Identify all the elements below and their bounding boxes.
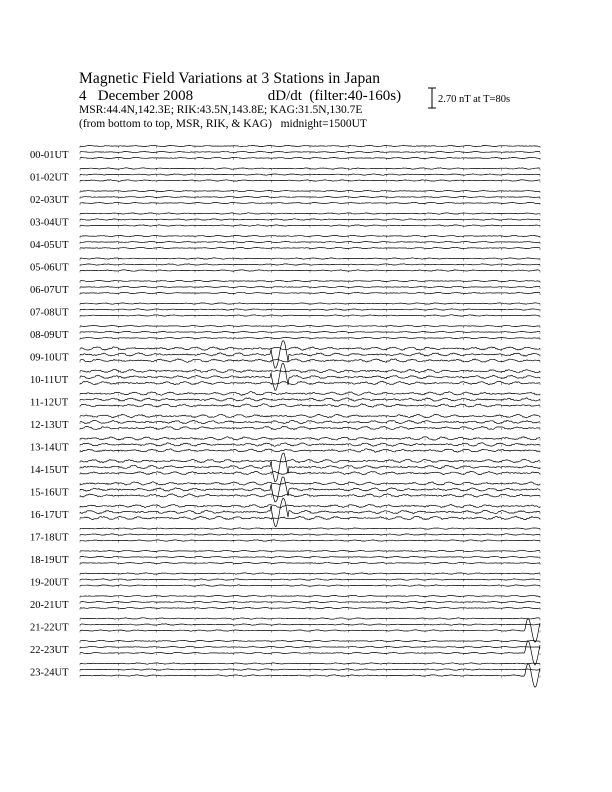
row-label: 11-12UT	[30, 397, 69, 409]
trace-MSR	[80, 381, 540, 385]
row-label: 16-17UT	[30, 510, 69, 521]
filter-label: (filter:40-160s)	[309, 88, 402, 104]
row-01-02UT	[30, 168, 540, 184]
row-label: 23-24UT	[30, 667, 69, 679]
midnight-label: midnight=1500UT	[280, 118, 367, 130]
trace-MSR	[80, 337, 540, 338]
row-label: 06-07UT	[30, 285, 69, 296]
row-19-20UT	[30, 573, 540, 589]
trace-KAG	[80, 528, 540, 529]
trace-RIK	[80, 309, 540, 310]
row-label: 08-09UT	[30, 330, 69, 341]
trace-RIK	[80, 286, 540, 288]
date-month-year: December 2008	[97, 88, 194, 104]
row-label: 20-21UT	[30, 600, 69, 611]
date-day: 4	[79, 88, 87, 104]
row-04-05UT	[30, 235, 540, 251]
order-note-text: (from bottom to top, MSR, RIK, & KAG)	[79, 118, 272, 130]
row-20-21UT	[30, 595, 540, 611]
row-00-01UT	[30, 145, 540, 161]
row-label: 10-11UT	[30, 375, 69, 386]
row-label: 09-10UT	[30, 352, 69, 364]
trace-RIK	[80, 363, 540, 390]
trace-KAG	[80, 640, 540, 641]
trace-MSR	[80, 664, 540, 688]
row-label: 18-19UT	[30, 555, 69, 566]
row-label: 12-13UT	[30, 420, 69, 431]
trace-RIK	[80, 341, 540, 369]
row-07-08UT	[30, 303, 540, 319]
row-21-22UT	[30, 618, 540, 642]
trace-ticks	[80, 259, 540, 261]
trace-MSR	[80, 315, 540, 316]
row-label: 01-02UT	[30, 172, 69, 184]
trace-MSR	[80, 618, 540, 642]
row-label: 03-04UT	[30, 217, 69, 229]
row-16-17UT	[30, 498, 540, 527]
row-03-04UT	[30, 213, 540, 229]
row-label: 13-14UT	[30, 442, 69, 454]
trace-RIK	[80, 453, 540, 482]
row-label: 22-23UT	[30, 645, 69, 656]
trace-ticks	[80, 377, 540, 379]
row-label: 19-20UT	[30, 577, 69, 589]
stations-label: MSR:44.4N,142.3E; RIK:43.5N,143.8E; KAG:31.5N,130.7E	[79, 104, 363, 116]
row-13-14UT	[30, 437, 540, 454]
row-14-15UT	[30, 453, 540, 482]
row-08-09UT	[30, 325, 540, 341]
scale-bar	[428, 88, 436, 108]
row-15-16UT	[30, 477, 540, 502]
row-05-06UT	[30, 258, 540, 274]
trace-KAG	[80, 235, 540, 236]
row-22-23UT	[30, 640, 540, 665]
chart-title: Magnetic Field Variations at 3 Stations in Japan	[79, 70, 381, 87]
row-18-19UT	[30, 550, 540, 566]
trace-MSR	[80, 202, 540, 203]
row-17-18UT	[30, 528, 540, 544]
trace-ticks	[80, 422, 540, 424]
scale-label: 2.70 nT at T=80s	[438, 94, 511, 105]
row-label: 00-01UT	[30, 150, 69, 161]
row-label: 02-03UT	[30, 195, 69, 206]
row-02-03UT	[30, 190, 540, 206]
row-label: 15-16UT	[30, 487, 69, 499]
trace-MSR	[80, 516, 540, 520]
row-06-07UT	[30, 280, 540, 296]
row-label: 14-15UT	[30, 465, 69, 476]
row-11-12UT	[30, 392, 540, 409]
row-label: 05-06UT	[30, 262, 69, 274]
row-label: 07-08UT	[30, 307, 69, 319]
row-label: 21-22UT	[30, 622, 69, 634]
trace-MSR	[80, 641, 540, 665]
trace-RIK	[80, 477, 540, 502]
row-10-11UT	[30, 363, 540, 390]
row-label: 17-18UT	[30, 532, 69, 544]
row-label: 04-05UT	[30, 240, 69, 251]
row-09-10UT	[30, 341, 540, 369]
row-12-13UT	[30, 414, 540, 431]
quantity-label: dD/dt	[267, 88, 302, 104]
row-23-24UT	[30, 663, 540, 687]
trace-RIK	[80, 264, 540, 265]
